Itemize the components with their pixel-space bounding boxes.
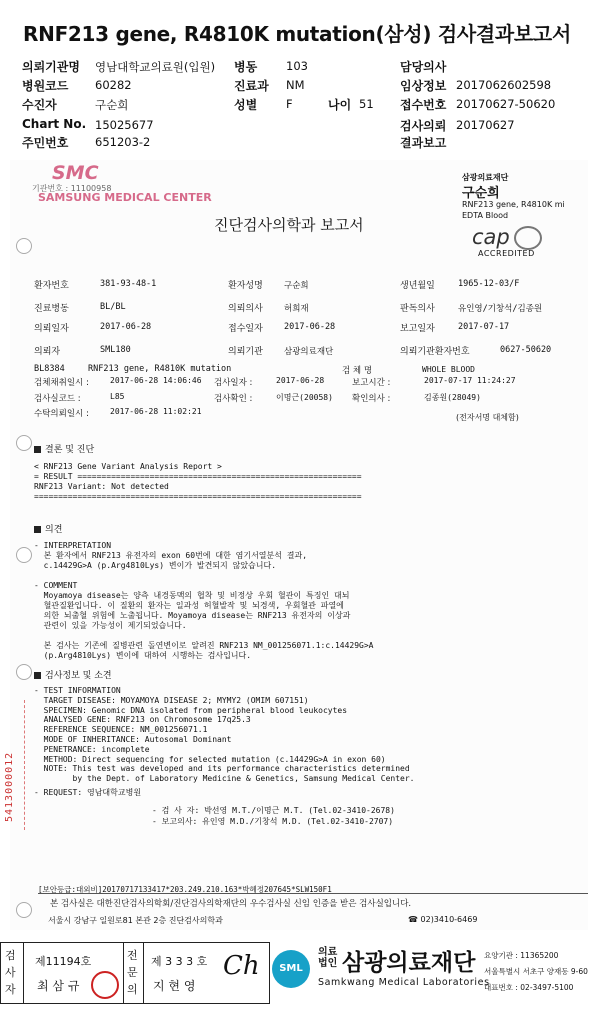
- meta-label: 검사확인 :: [214, 394, 253, 404]
- specialist-label: 전문의: [127, 949, 138, 996]
- info-value: 2017-06-28: [284, 322, 336, 332]
- signature-box: [0, 942, 270, 1004]
- test-info-body: [34, 686, 415, 784]
- divider: [23, 943, 24, 1003]
- meta-label: 검체채취일시 :: [34, 378, 89, 388]
- meta-label: 보고시간 :: [352, 378, 391, 388]
- info-value: 2017-07-17: [458, 322, 510, 332]
- examiner-license: 제11194호: [35, 955, 92, 968]
- meta-value: 2017-07-17 11:24:27: [424, 376, 516, 385]
- header-label: 진료과: [234, 79, 269, 93]
- specialist-license: 제 3 3 3 호: [151, 955, 208, 968]
- header-value: 20170627: [456, 118, 515, 132]
- body-line: - COMMENT: [34, 580, 78, 590]
- signers-block: [152, 805, 395, 827]
- info-label: 의뢰기관: [228, 347, 263, 357]
- body-line: 관련이 있을 가능성이 제기되었습니다.: [34, 621, 187, 631]
- section-title-text: 의견: [45, 525, 63, 535]
- info-label: 생년월일: [400, 281, 435, 291]
- info-label: 보고일자: [400, 324, 435, 334]
- conclusion-body: [34, 462, 362, 502]
- specialist-name: 지 현 영: [153, 979, 196, 993]
- info-value: BL/BL: [100, 302, 126, 312]
- meta-label: 확인의사 :: [352, 394, 391, 404]
- request-line: - REQUEST: 영남대학교병원: [34, 788, 142, 797]
- specialist-signature: Ch: [223, 951, 260, 981]
- info-label: 의뢰자: [34, 347, 61, 357]
- opinion-body: [34, 541, 374, 661]
- header-label: 수진자: [22, 98, 57, 112]
- certification-line: 본 검사실은 대한진단검사의학회/진단검사의학재단의 우수검사실 신임 인증을 받은 검사실입니다.: [50, 899, 412, 909]
- body-line: - 검 사 자: 박선영 M.T./이명근 M.T. (Tel.02-3410-2678): [152, 806, 395, 815]
- header-label: 결과보고: [400, 136, 447, 150]
- info-value: 삼광의료재단: [284, 347, 334, 357]
- side-dashed-line: [24, 700, 25, 830]
- body-line: 의한 뇌출혈 위험에 노출됩니다. Moyamoya disease는 RNF213 유전자의 이상과: [34, 611, 351, 621]
- header-value: 20170627-50620: [456, 97, 556, 111]
- info-label: 의뢰기관환자번호: [400, 347, 470, 357]
- org-phone: 대표번호 : 02-3497-5100: [484, 983, 574, 992]
- examiner-label: 검사자: [5, 949, 16, 996]
- institution-number: 기관번호 : 11100958: [32, 184, 112, 193]
- header-label: 성별: [234, 98, 258, 112]
- info-label: 의뢰의사: [228, 304, 263, 314]
- info-label: 의뢰일자: [34, 324, 69, 334]
- smc-logo: SMC: [52, 162, 99, 184]
- body-line: ANALYSED GENE: RNF213 on Chromosome 17q25.3: [34, 715, 251, 725]
- body-line: METHOD: Direct sequencing for selected mutation (c.14429G>A in exon 60): [34, 754, 386, 764]
- section-opinion-title: [34, 522, 62, 535]
- info-label: 판독의사: [400, 304, 435, 314]
- section-title-text: 검사정보 및 소견: [45, 671, 112, 681]
- body-line: 본 검사는 기존에 질병관련 돌연변이로 알려진 RNF213 NM_001256071.1:c.14429G>A: [34, 640, 374, 650]
- header-value: F: [286, 97, 293, 111]
- lab-address: 서울시 강남구 일원로81 본관 2층 진단검사의학과: [48, 916, 223, 925]
- section-bullet-icon: [34, 446, 41, 453]
- meta-value: 2017-06-28 14:06:46: [110, 376, 202, 385]
- cap-seal-icon: [514, 226, 542, 250]
- body-line: MODE OF INHERITANCE: Autosomal Dominant: [34, 734, 232, 744]
- lab-phone: ☎ 02)3410-6469: [408, 915, 478, 924]
- meta-label: 검사일자 :: [214, 378, 253, 388]
- body-line: - INTERPRETATION: [34, 541, 112, 550]
- header-label: 병원코드: [22, 79, 69, 93]
- examiner-seal-icon: [91, 971, 119, 999]
- sml-logo-icon: SML: [272, 950, 310, 988]
- cap-logo: [472, 226, 552, 260]
- info-value: 0627-50620: [500, 345, 552, 355]
- test-name: RNF213 gene, R4810K mutation: [88, 364, 232, 374]
- side-serial-number: 5413000012: [4, 751, 15, 822]
- body-line: c.14429G>A (p.Arg4810Lys) 변이가 발견되지 않았습니다.: [34, 561, 277, 571]
- examiner-name: 최 삼 규: [37, 979, 80, 993]
- header-label: 주민번호: [22, 136, 69, 150]
- corner-org: 삼광의료재단: [462, 173, 509, 182]
- divider: [143, 943, 144, 1003]
- header-label: 의뢰기관명: [22, 60, 80, 74]
- body-line: (p.Arg4810Lys) 변이에 대하여 시행하는 검사입니다.: [34, 650, 252, 660]
- info-value: 2017-06-28: [100, 322, 152, 332]
- meta-label: 수탁의뢰일시 :: [34, 409, 89, 419]
- smc-name: SAMSUNG MEDICAL CENTER: [38, 191, 212, 204]
- body-line: by the Dept. of Laboratory Medicine & Genetics, Samsung Medical Center.: [34, 774, 415, 784]
- binder-hole-icon: [16, 547, 32, 563]
- body-line: - TEST INFORMATION: [34, 686, 121, 695]
- e-signature-note: (전자서명 대체함): [456, 413, 519, 422]
- section-conclusion-title: [34, 442, 94, 455]
- body-line: REFERENCE SEQUENCE: NM_001256071.1: [34, 725, 208, 735]
- header-label: 나이: [328, 98, 352, 112]
- info-value: 381-93-48-1: [100, 279, 157, 289]
- meta-label: 검사실코드 :: [34, 394, 81, 404]
- header-value: 15025677: [95, 118, 154, 132]
- org-name: 삼광의료재단: [342, 950, 476, 976]
- body-line: - 보고의사: 유인영 M.D./기창석 M.D. (Tel.02-3410-2707): [152, 817, 394, 826]
- info-value: 1965-12-03/F: [458, 279, 520, 289]
- cap-accredited-text: ACCREDITED: [478, 249, 535, 258]
- org-code: 요양기관 : 11365200: [484, 951, 559, 960]
- section-bullet-icon: [34, 526, 41, 533]
- info-value: 허희재: [284, 304, 309, 314]
- binder-hole-icon: [16, 902, 32, 918]
- section-title-text: 결론 및 진단: [45, 445, 95, 455]
- org-type-2: 법인: [318, 958, 338, 969]
- header-label: 담당의사: [400, 60, 447, 74]
- header-value: 60282: [95, 78, 132, 92]
- meta-value: L85: [110, 392, 125, 401]
- body-line: < RNF213 Gene Variant Analysis Report >: [34, 462, 222, 471]
- report-title: 진단검사의학과 보고서: [214, 216, 364, 234]
- info-label: 환자성명: [228, 281, 263, 291]
- test-code: BL8384: [34, 364, 65, 374]
- corner-test-name: RNF213 gene, R4810K mi: [462, 200, 565, 209]
- meta-value: 김종원(28049): [424, 393, 481, 402]
- header-value: 구순희: [95, 98, 129, 112]
- header-value: 103: [286, 59, 308, 73]
- header-value: 651203-2: [95, 135, 151, 149]
- body-line: SPECIMEN: Genomic DNA isolated from peripheral blood leukocytes: [34, 705, 348, 715]
- org-type-1: 의료: [318, 947, 338, 958]
- body-line: = RESULT ===========================================================: [34, 472, 362, 481]
- divider: [123, 943, 124, 1003]
- header-value: 2017062602598: [456, 78, 552, 92]
- header-label: 검사의뢰: [400, 119, 447, 133]
- info-value: 구순희: [284, 281, 309, 291]
- header-label: 접수번호: [400, 98, 447, 112]
- header-value: NM: [286, 78, 305, 92]
- body-line: RNF213 Variant: Not detected: [34, 482, 169, 491]
- meta-value: 이명근(20058): [276, 393, 333, 402]
- binder-hole-icon: [16, 435, 32, 451]
- section-testinfo-title: [34, 668, 112, 681]
- info-label: 접수일자: [228, 324, 263, 334]
- header-label: Chart No.: [22, 117, 87, 131]
- body-line: Moyamoya disease는 양측 내경동맥의 협착 및 비정상 우회 혈관이 특징인 대뇌: [34, 590, 350, 600]
- info-value: SML180: [100, 345, 131, 355]
- scanned-report: [4, 160, 588, 930]
- body-line: ====================================================================: [34, 492, 362, 501]
- divider: [38, 893, 588, 894]
- specimen-value: WHOLE BLOOD: [422, 365, 475, 374]
- info-label: 진료병동: [34, 304, 69, 314]
- header-label: 병동: [234, 60, 258, 74]
- body-line: TARGET DISEASE: MOYAMOYA DISEASE 2; MYMY2 (OMIM 607151): [34, 695, 309, 705]
- binder-hole-icon: [16, 664, 32, 680]
- body-line: NOTE: This test was developed and its performance characteristics determined: [34, 764, 410, 774]
- body-line: PENETRANCE: incomplete: [34, 744, 150, 754]
- body-line: [34, 572, 374, 581]
- body-line: 본 환자에서 RNF213 유전자의 exon 60번에 대한 염기서열분석 결과,: [34, 551, 308, 561]
- document-title: RNF213 gene, R4810K mutation(삼성) 검사결과보고서: [23, 22, 571, 46]
- body-line: [34, 632, 374, 641]
- header-value: 영남대학교의료원(입원): [95, 60, 216, 74]
- binder-hole-icon: [16, 238, 32, 254]
- header-value: 51: [359, 97, 374, 111]
- section-bullet-icon: [34, 672, 41, 679]
- print-security-line: [보안등급:대외비]20170717133417*203.249.210.163*박혜정207645*SLW150F1: [38, 885, 332, 894]
- header-label: 임상정보: [400, 79, 447, 93]
- corner-patient-name: 구순희: [462, 186, 500, 201]
- corner-specimen: EDTA Blood: [462, 211, 509, 220]
- cap-logo-text: cap: [472, 225, 510, 249]
- specimen-label: 검 체 명: [342, 366, 373, 376]
- body-line: 혈관질환입니다. 이 질환의 환자는 일과성 허혈발작 및 뇌경색, 우회혈관 파열에: [34, 601, 344, 611]
- info-value: 유인영/기창석/김종원: [458, 304, 543, 314]
- meta-value: 2017-06-28 11:02:21: [110, 407, 202, 416]
- org-english-name: Samkwang Medical Laboratories: [318, 977, 490, 988]
- info-label: 환자번호: [34, 281, 69, 291]
- org-address: 서울특별시 서초구 양재동 9-60: [484, 967, 588, 976]
- meta-value: 2017-06-28: [276, 376, 325, 385]
